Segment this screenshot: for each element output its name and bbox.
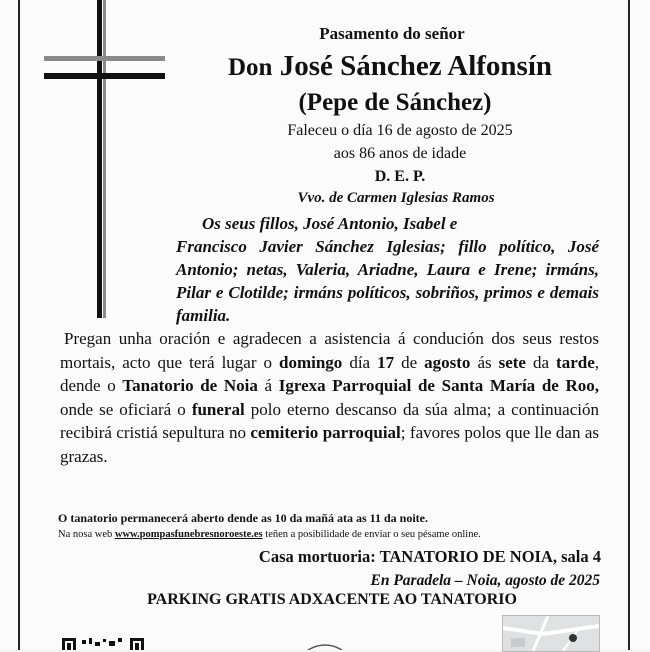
death-date: Faleceu o día 16 de agosto de 2025 (287, 122, 513, 139)
body-segment: día (342, 352, 378, 372)
family-line-1: Os seus fillos, José Antonio, Isabel e (202, 214, 458, 233)
widower-of: Vvo. de Carmen Iglesias Ramos (297, 190, 495, 206)
family-list (176, 212, 599, 327)
funeral-home-logo-icon (300, 642, 350, 650)
body-segment: da (525, 352, 557, 372)
qr-code-icon[interactable] (62, 638, 144, 650)
cross-vertical-bar (97, 0, 102, 318)
body-segment: ás (470, 352, 499, 372)
web-condolence-note (58, 530, 598, 541)
body-bold-time-of-day: tarde (556, 352, 595, 372)
body-segment: de (394, 352, 425, 372)
border-line-right (628, 0, 630, 650)
body-segment: onde se oficiará o (60, 399, 192, 419)
body-segment: ; favores polos que lle dan as grazas. (60, 423, 600, 466)
website-link[interactable]: www.pompasfunebresnoroeste.es (114, 529, 263, 540)
deceased-name (190, 52, 590, 81)
cross-horizontal-shadow (44, 56, 165, 61)
body-bold-month: agosto (424, 352, 471, 372)
deceased-full-name: José Sánchez Alfonsín (279, 50, 553, 82)
body-bold-tanatorio: Tanatorio de Noia (122, 376, 258, 395)
cross-vertical-shadow (103, 0, 106, 318)
deceased-alias: (Pepe de Sánchez) (298, 89, 492, 116)
body-bold-hour: sete (498, 352, 526, 372)
pre-title: Pasamento do señor (319, 24, 465, 43)
ceremony-paragraph (60, 327, 599, 468)
body-bold-date: 17 (377, 352, 395, 372)
place-and-date: En Paradela – Noia, agosto de 2025 (370, 572, 600, 589)
location-map-thumbnail[interactable] (502, 615, 600, 652)
honorific: Don (227, 54, 273, 81)
body-bold-church: Igrexa Parroquial de Santa María de Roo, (278, 376, 600, 395)
funeral-home-location: Casa mortuoria: TANATORIO DE NOIA, sala 4 (258, 547, 601, 566)
body-segment: , dende o (60, 352, 600, 395)
body-bold-cemetery: cemiterio parroquial (250, 423, 401, 442)
family-rest: Francisco Javier Sánchez Iglesias; fillo político, José Antonio; netas, Valeria, Ariadne, Laura e Irene; irmáns, Pilar e Clotilde; irmáns políticos, sobriños, primos e demais familia. (176, 237, 599, 325)
border-line-left (18, 0, 20, 650)
web-note-prefix: Na nosa web (58, 529, 115, 540)
opening-hours-note: O tanatorio permanecerá aberto dende as 10 da mañá ata as 11 da noite. (58, 511, 428, 525)
web-note-suffix: teñen a posibilidade de enviar o seu pésame online. (262, 529, 481, 540)
body-segment: Pregan unha oración e agradecen a asistencia á condución dos seus restos mortais, acto que terá lugar o (60, 329, 599, 372)
body-bold-day: domingo (279, 352, 343, 372)
body-segment: á (257, 376, 279, 395)
body-segment: polo eterno descanso da súa alma; a continuación recibirá cristiá sepultura no (60, 399, 599, 442)
age-at-death: aos 86 anos de idade (333, 145, 467, 162)
cross-horizontal-bar (44, 73, 165, 79)
rip-abbreviation: D. E. P. (374, 168, 426, 185)
parking-notice: PARKING GRATIS ADXACENTE AO TANATORIO (147, 591, 517, 608)
body-bold-funeral: funeral (191, 399, 245, 419)
